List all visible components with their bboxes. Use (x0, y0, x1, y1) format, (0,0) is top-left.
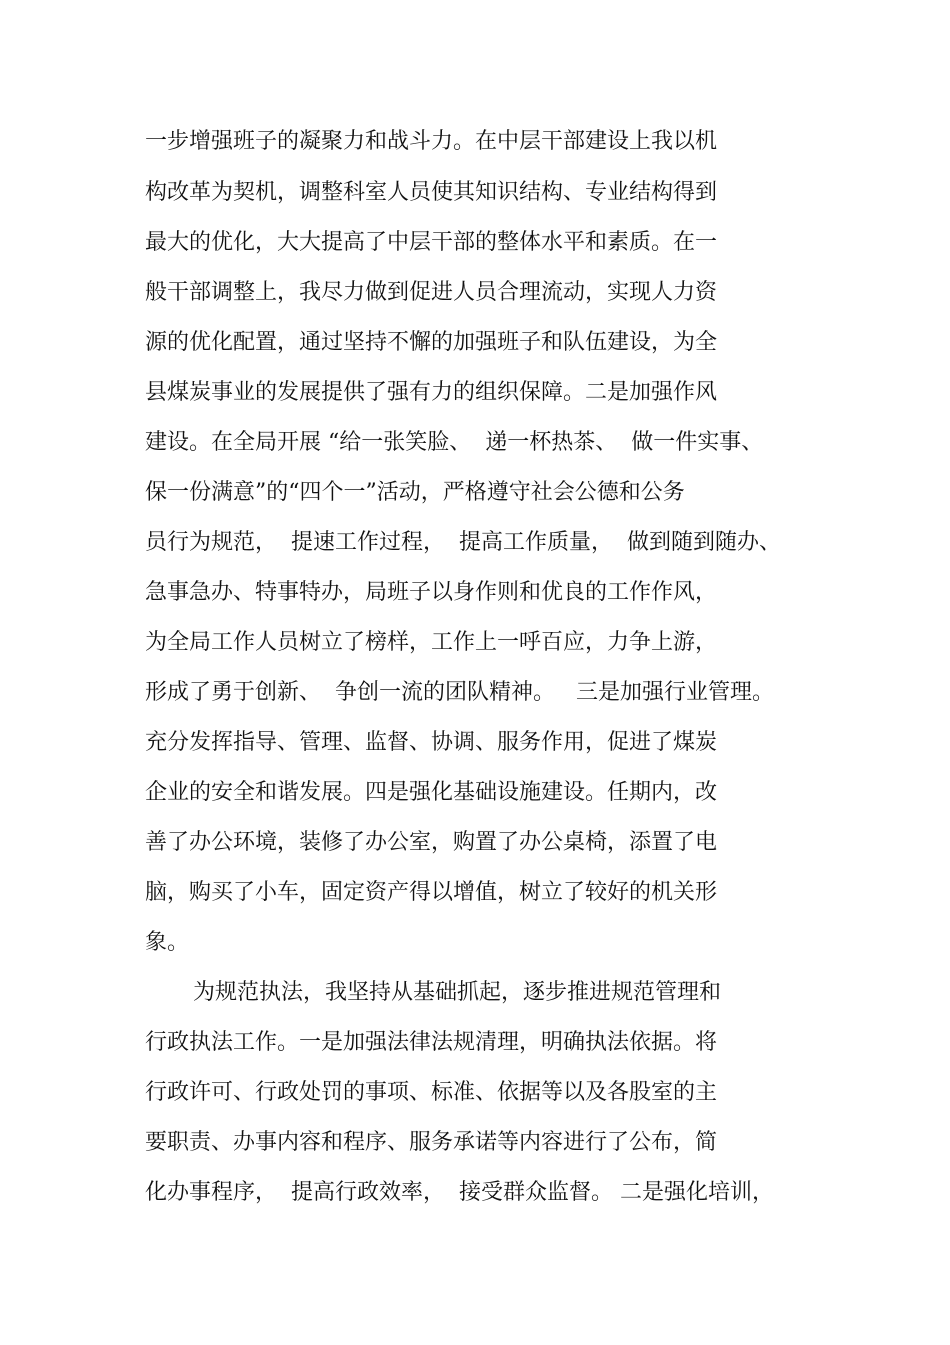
text-line: 员行为规范， 提速工作过程， 提高工作质量， 做到随到随办、 (145, 530, 781, 555)
text-line: 形成了勇于创新、 争创一流的团队精神。 三是加强行业管理。 (145, 680, 774, 705)
text-line: 构改革为契机，调整科室人员使其知识结构、专业结构得到 (145, 180, 718, 205)
text-line: 般干部调整上，我尽力做到促进人员合理流动，实现人力资 (145, 280, 718, 305)
paragraph-first-line: 为规范执法，我坚持从基础抓起，逐步推进规范管理和 (193, 980, 722, 1005)
text-line: 化办事程序， 提高行政效率， 接受群众监督。 二是强化培训， (145, 1180, 774, 1205)
text-line: 为全局工作人员树立了榜样，工作上一呼百应，力争上游， (145, 630, 718, 655)
text-line: 脑，购买了小车，固定资产得以增值，树立了较好的机关形 (145, 880, 718, 905)
text-line: 行政执法工作。一是加强法律法规清理，明确执法依据。将 (145, 1030, 718, 1055)
text-line: 最大的优化，大大提高了中层干部的整体水平和素质。在一 (145, 230, 718, 255)
text-line: 要职责、办事内容和程序、服务承诺等内容进行了公布，简 (145, 1130, 718, 1155)
text-line: 急事急办、特事特办，局班子以身作则和优良的工作作风， (145, 580, 718, 605)
text-line: 建设。在全局开展 “给一张笑脸、 递一杯热茶、 做一件实事、 (145, 430, 764, 455)
text-line: 善了办公环境，装修了办公室，购置了办公桌椅，添置了电 (145, 830, 718, 855)
text-line: 企业的安全和谐发展。四是强化基础设施建设。任期内，改 (145, 780, 718, 805)
text-line: 行政许可、行政处罚的事项、标准、依据等以及各股室的主 (145, 1080, 718, 1105)
text-line: 充分发挥指导、管理、监督、协调、服务作用，促进了煤炭 (145, 730, 718, 755)
text-line: 象。 (145, 930, 190, 955)
text-line: 源的优化配置，通过坚持不懈的加强班子和队伍建设，为全 (145, 330, 718, 355)
text-line: 一步增强班子的凝聚力和战斗力。在中层干部建设上我以机 (145, 129, 718, 154)
text-line: 保一份满意”的“四个一”活动，严格遵守社会公德和公务 (145, 480, 685, 505)
text-line: 县煤炭事业的发展提供了强有力的组织保障。二是加强作风 (145, 380, 718, 405)
